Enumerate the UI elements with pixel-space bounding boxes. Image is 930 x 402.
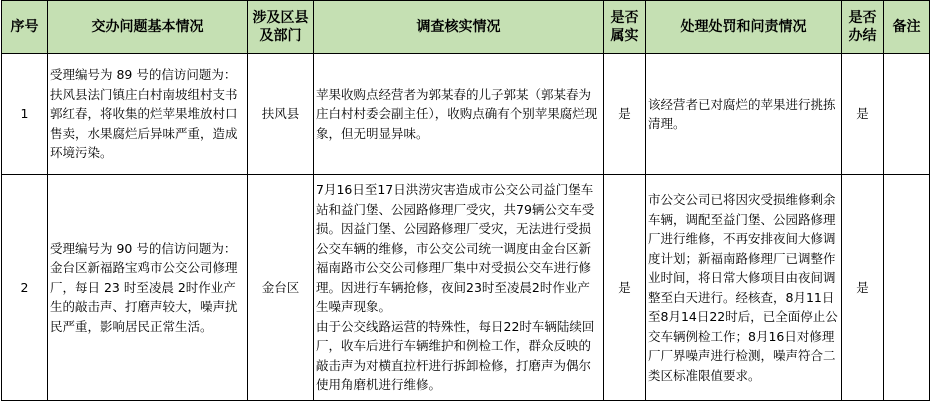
verify-paragraph-2: 由于公交线路运营的特殊性，每日22时车辆陆续回厂，收车后进行车辆维护和例检工作，群众反映的敲击声为对横直拉杆进行拆卸检修，打磨声为偶尔使用角磨机进行维修。: [316, 318, 595, 393]
cell-verify: [314, 175, 604, 401]
cell-valid: 是: [604, 175, 646, 401]
header-done-line2: 办结: [848, 28, 877, 44]
cell-issue: 受理编号为 90 号的信访问题为：金台区新福路宝鸡市公交公司修理厂，每日 23 时至凌晨 2时作业产生的敲击声、打磨声较大，噪声扰民严重，影响居民正常生活。: [48, 175, 248, 401]
header-district-line1: 涉及区县: [252, 10, 309, 26]
header-district-line2: 及部门: [259, 28, 302, 44]
cell-done: 是: [842, 175, 884, 401]
header-verify: 调查核实情况: [314, 1, 604, 54]
cell-handle: 市公交公司已将因灾受损维修剩余车辆，调配至益门堡、公园路修理厂进行维修，不再安排夜间大修调度计划；新福南路修理厂已调整作业时间，将日常大修项目由夜间调整至白天进行。经核查，8月11日至8月14日22时后，已全面停止公交车辆例检工作；8月16日对修理厂厂界噪声进行检测，噪声符合二类区标准限值要求。: [646, 175, 842, 401]
table-row: [2, 54, 930, 175]
header-seq: 序号: [2, 1, 48, 54]
cell-done: 是: [842, 54, 884, 175]
cell-note: [884, 54, 930, 175]
cell-seq: 2: [2, 175, 48, 401]
header-district: [248, 1, 314, 54]
verify-paragraph-1: 7月16日至17日洪涝灾害造成市公交公司益门堡车站和益门堡、公园路修理厂受灾，共79辆公交车受损。因益门堡、公园路修理厂受灾，无法进行受损公交车辆的维修，市公交公司统一调度由金台区新福南路市公交公司修理厂集中对受损公交车进行修理。因进行车辆抢修，夜间23时至凌晨2时作业产生噪声现象。: [316, 182, 595, 315]
header-handle: 处理处罚和问责情况: [646, 1, 842, 54]
cell-note: [884, 175, 930, 401]
cell-district: 金台区: [248, 175, 314, 401]
header-valid-line1: 是否: [610, 10, 639, 26]
header-done: [842, 1, 884, 54]
table-row: [2, 175, 930, 401]
cell-seq: 1: [2, 54, 48, 175]
cell-issue: 受理编号为 89 号的信访问题为：扶风县法门镇庄白村南坡组村支书郭红春，将收集的烂苹果堆放村口售卖，水果腐烂后异味严重，造成环境污染。: [48, 54, 248, 175]
header-done-line1: 是否: [848, 10, 877, 26]
cell-handle: 该经营者已对腐烂的苹果进行挑拣清理。: [646, 54, 842, 175]
cell-valid: 是: [604, 54, 646, 175]
complaint-table: [1, 0, 930, 401]
header-valid-line2: 属实: [610, 28, 639, 44]
header-issue: 交办问题基本情况: [48, 1, 248, 54]
header-row: [2, 1, 930, 54]
cell-district: 扶风县: [248, 54, 314, 175]
header-note: 备注: [884, 1, 930, 54]
cell-verify: 苹果收购点经营者为郭某春的儿子郭某（郭某春为庄白村村委会副主任），收购点确有个别苹果腐烂现象，但无明显异味。: [314, 54, 604, 175]
header-valid: [604, 1, 646, 54]
